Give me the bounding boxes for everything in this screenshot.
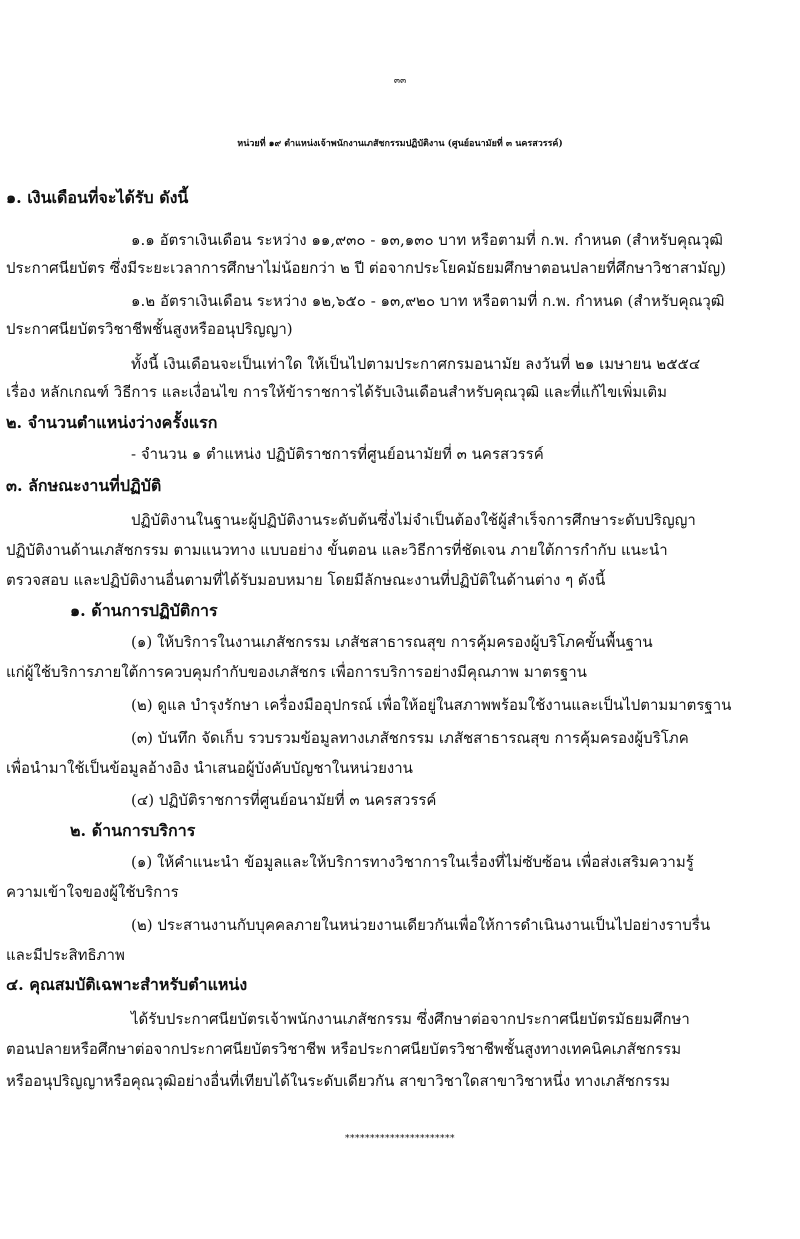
section4-line3: หรืออนุปริญญาหรือคุณวุฒิอย่างอื่นที่เทียบได้ในระดับเดียวกัน สาขาวิชาใดสาขาวิชาหนึ่ง ทางเภสัชกรรม [6, 1072, 671, 1090]
section1-item1-line2: ประกาศนียบัตร ซึ่งมีระยะเวลาการศึกษาไม่น้อยกว่า ๒ ปี ต่อจากประโยคมัธยมศึกษาตอนปลายที่ศึกษาวิชาสามัญ) [6, 259, 726, 277]
end-marker: ********************** [345, 1134, 455, 1144]
section1-note-line1: ทั้งนี้ เงินเดือนจะเป็นเท่าใด ให้เป็นไปตามประกาศกรมอนามัย ลงวันที่ ๒๑ เมษายน ๒๕๕๔ [131, 355, 701, 373]
section3-sub1-item4-line1: (๔) ปฏิบัติราชการที่ศูนย์อนามัยที่ ๓ นครสวรรค์ [131, 791, 437, 809]
section3-sub2-item2-line1: (๒) ประสานงานกับบุคคลภายในหน่วยงานเดียวกันเพื่อให้การดำเนินงานเป็นไปอย่างราบรื่น [131, 916, 711, 934]
section3-sub1-item1-line2: แก่ผู้ใช้บริการภายใต้การควบคุมกำกับของเภสัชกร เพื่อการบริการอย่างมีคุณภาพ มาตรฐาน [6, 663, 587, 681]
section1-item2-line2: ประกาศนียบัตรวิชาชีพชั้นสูงหรืออนุปริญญา) [6, 320, 293, 338]
section3-sub1-item1-line1: (๑) ให้บริการในงานเภสัชกรรม เภสัชสาธารณสุข การคุ้มครองผู้บริโภคขั้นพื้นฐาน [131, 633, 653, 651]
section3-intro-line1: ปฏิบัติงานในฐานะผู้ปฏิบัติงานระดับต้นซึ่งไม่จำเป็นต้องใช้ผู้สำเร็จการศึกษาระดับปริญญา [131, 511, 696, 529]
section3-sub2-heading: ๒. ด้านการบริการ [70, 821, 196, 840]
section3-intro-line3: ตรวจสอบ และปฏิบัติงานอื่นตามที่ได้รับมอบหมาย โดยมีลักษณะงานที่ปฏิบัติในด้านต่าง ๆ ดังนี้ [6, 571, 606, 589]
section4-line1: ได้รับประกาศนียบัตรเจ้าพนักงานเภสัชกรรม ซึ่งศึกษาต่อจากประกาศนียบัตรมัธยมศึกษา [131, 1010, 690, 1028]
section4-heading: ๔. คุณสมบัติเฉพาะสำหรับตำแหน่ง [6, 975, 248, 994]
page-title: หน่วยที่ ๑๙ ตำแหน่งเจ้าพนักงานเภสัชกรรมปฏิบัติงาน (ศูนย์อนามัยที่ ๓ นครสวรรค์) [237, 139, 563, 149]
page-number: ๓๓ [393, 76, 407, 86]
section2-line1: - จำนวน ๑ ตำแหน่ง ปฏิบัติราชการที่ศูนย์อนามัยที่ ๓ นครสวรรค์ [131, 445, 544, 463]
section1-item1-line1: ๑.๑ อัตราเงินเดือน ระหว่าง ๑๑,๙๓๐ - ๑๓,๑๓๐ บาท หรือตามที่ ก.พ. กำหนด (สำหรับคุณวุฒิ [131, 231, 723, 249]
section3-heading: ๓. ลักษณะงานที่ปฏิบัติ [6, 476, 162, 495]
section2-heading: ๒. จำนวนตำแหน่งว่างครั้งแรก [6, 413, 218, 432]
section3-sub2-item1-line2: ความเข้าใจของผู้ใช้บริการ [6, 883, 179, 901]
section3-sub2-item2-line2: และมีประสิทธิภาพ [6, 946, 125, 964]
section3-sub1-item3-line2: เพื่อนำมาใช้เป็นข้อมูลอ้างอิง นำเสนอผู้บังคับบัญชาในหน่วยงาน [6, 759, 413, 777]
section1-heading: ๑. เงินเดือนที่จะได้รับ ดังนี้ [6, 188, 189, 207]
section3-sub1-item2-line1: (๒) ดูแล บำรุงรักษา เครื่องมืออุปกรณ์ เพื่อให้อยู่ในสภาพพร้อมใช้งานและเป็นไปตามมาตรฐาน [131, 696, 732, 714]
section4-line2: ตอนปลายหรือศึกษาต่อจากประกาศนียบัตรวิชาชีพ หรือประกาศนียบัตรวิชาชีพชั้นสูงทางเทคนิคเภสัชกรรม [6, 1040, 682, 1058]
section3-sub2-item1-line1: (๑) ให้คำแนะนำ ข้อมูลและให้บริการทางวิชาการในเรื่องที่ไม่ซับซ้อน เพื่อส่งเสริมความรู้ [131, 853, 694, 871]
section3-sub1-item3-line1: (๓) บันทึก จัดเก็บ รวบรวมข้อมูลทางเภสัชกรรม เภสัชสาธารณสุข การคุ้มครองผู้บริโภค [131, 729, 689, 747]
section1-item2-line1: ๑.๒ อัตราเงินเดือน ระหว่าง ๑๒,๖๕๐ - ๑๓,๙๒๐ บาท หรือตามที่ ก.พ. กำหนด (สำหรับคุณวุฒิ [131, 292, 725, 310]
section1-note-line2: เรื่อง หลักเกณฑ์ วิธีการ และเงื่อนไข การให้ข้าราชการได้รับเงินเดือนสำหรับคุณวุฒิ และที่แก้ไขเพิ่มเติม [6, 383, 668, 401]
section3-sub1-heading: ๑. ด้านการปฏิบัติการ [70, 601, 218, 620]
section3-intro-line2: ปฏิบัติงานด้านเภสัชกรรม ตามแนวทาง แบบอย่าง ขั้นตอน และวิธีการที่ชัดเจน ภายใต้การกำกับ แนะนำ [6, 541, 668, 559]
